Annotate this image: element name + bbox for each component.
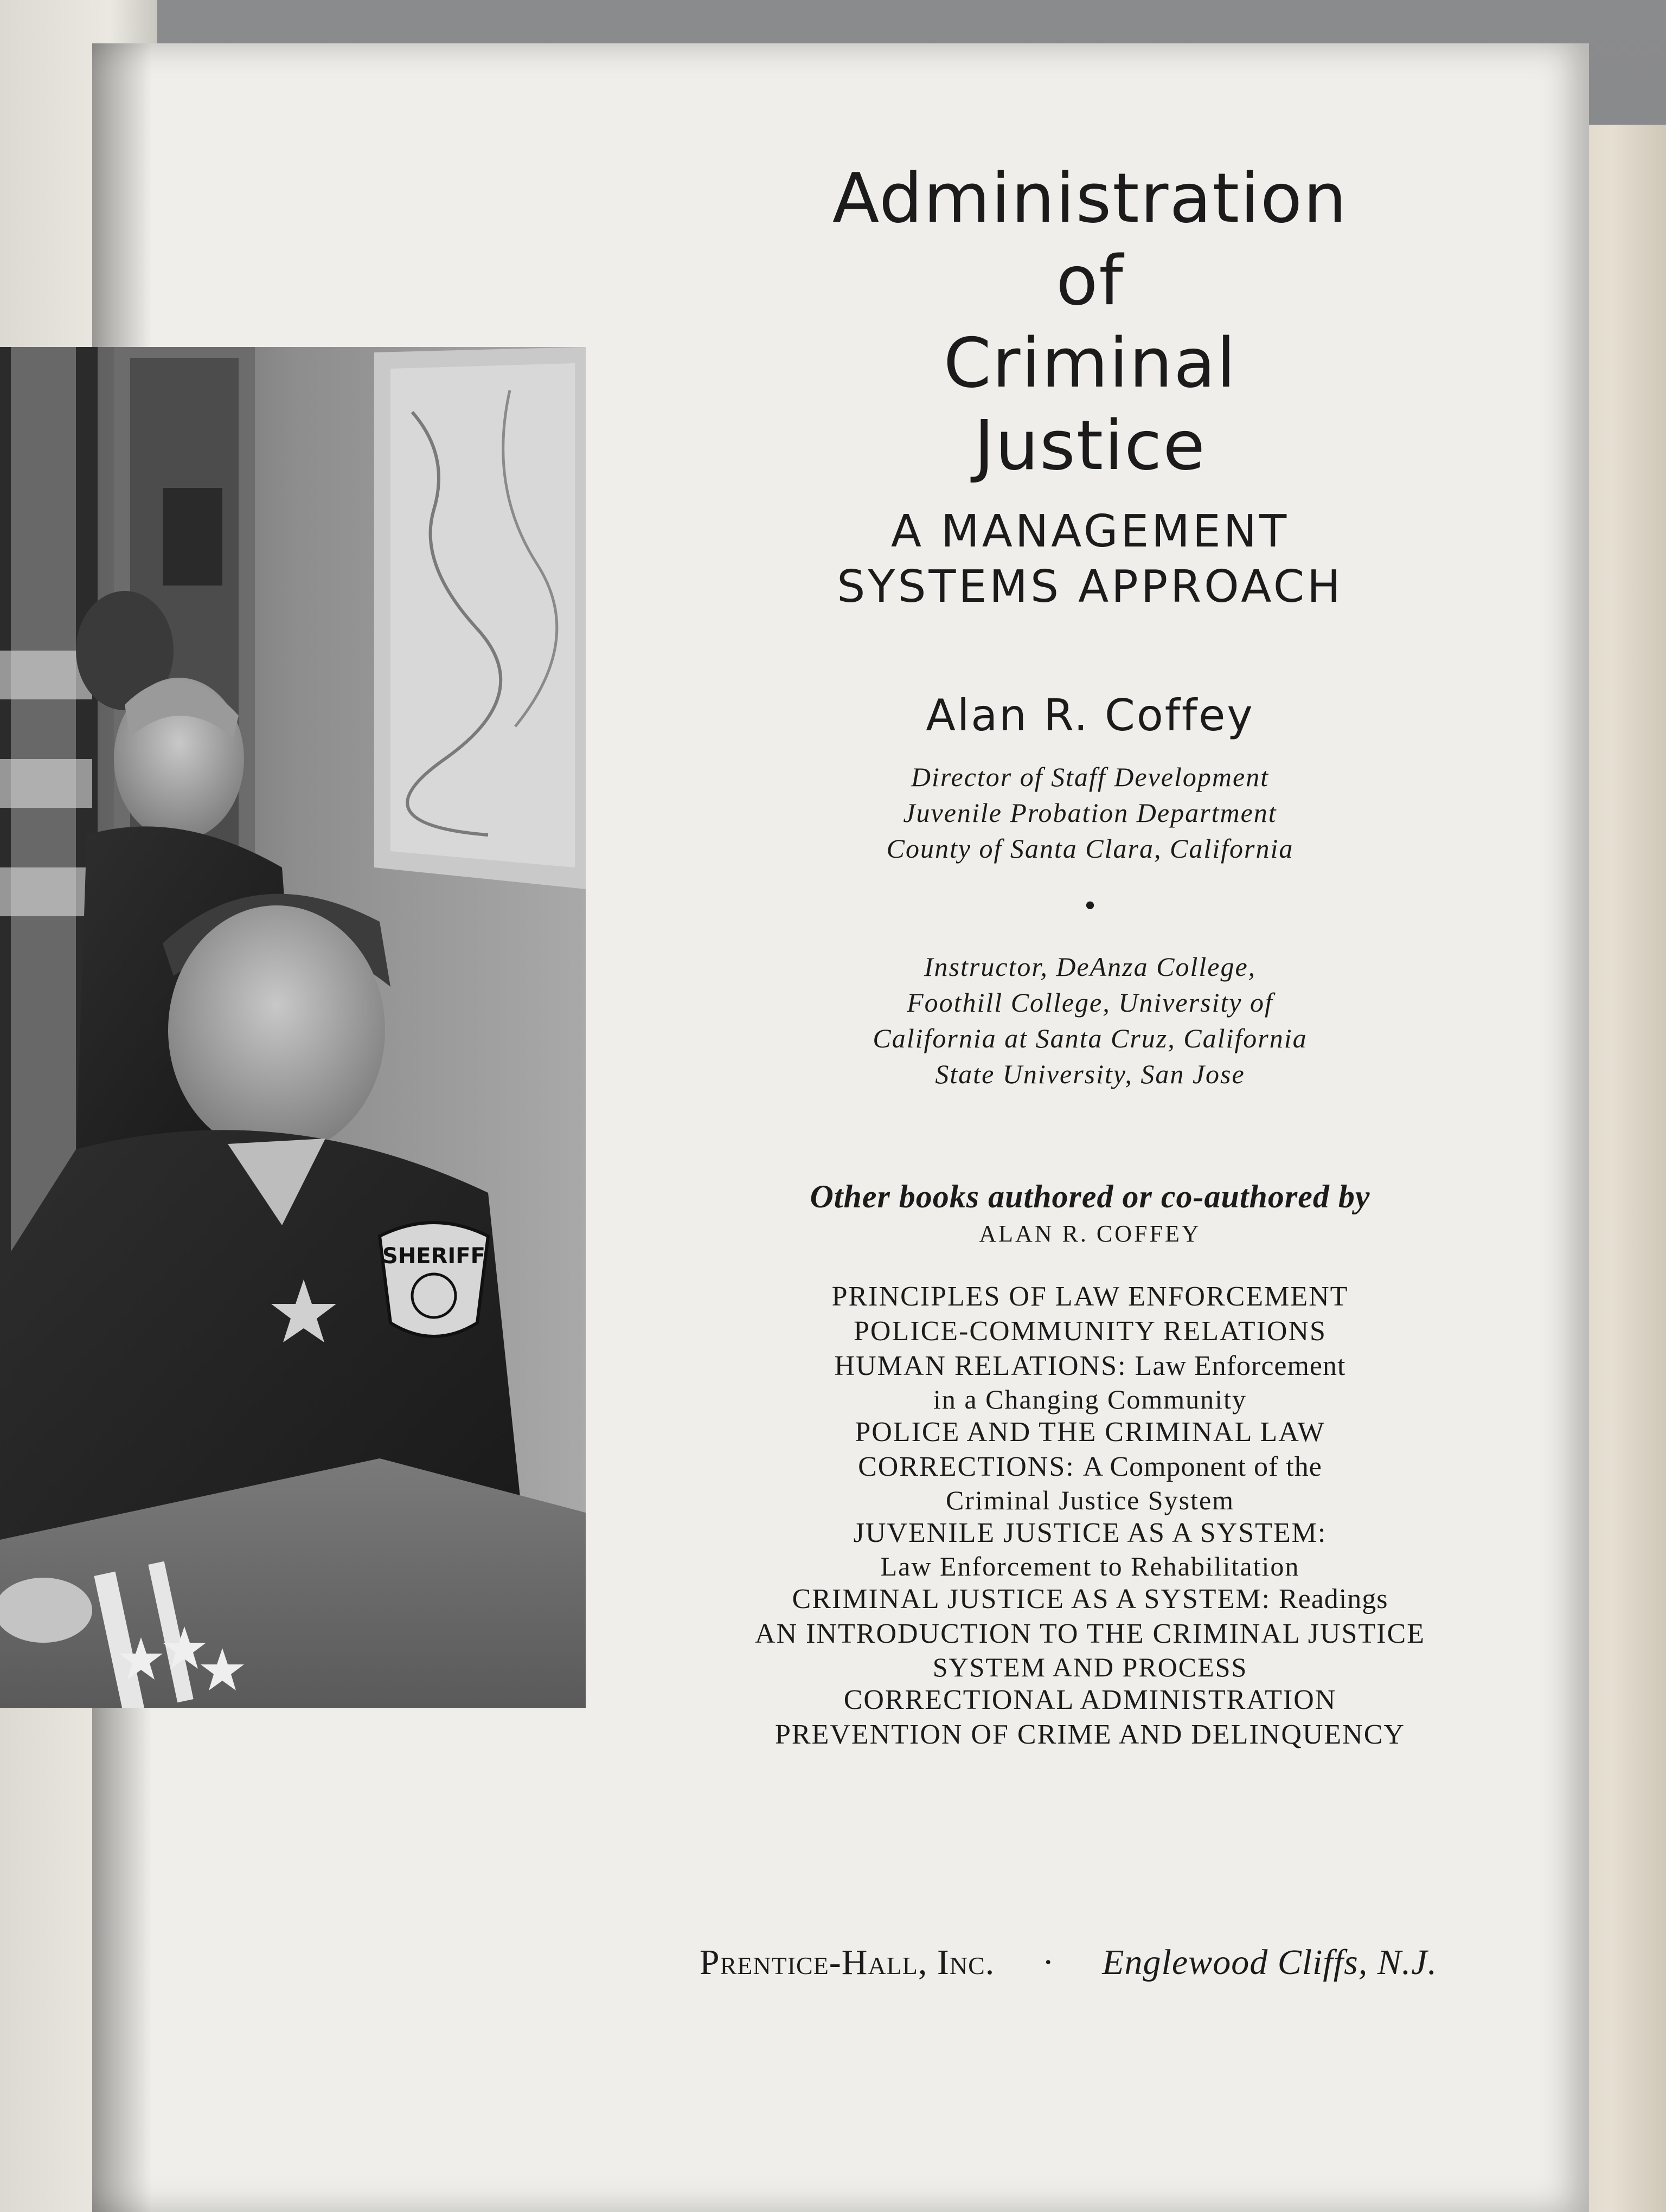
subtitle-line: A MANAGEMENT (890, 506, 1290, 557)
book-main-title: AN INTRODUCTION TO THE CRIMINAL JUSTICE (755, 1618, 1425, 1649)
book-title-item (586, 1683, 1594, 1718)
title-line: Criminal (943, 323, 1237, 403)
affiliation-line: State University, San Jose (935, 1059, 1245, 1089)
affiliation-line: Foothill College, University of (907, 987, 1273, 1018)
book-main-title: CORRECTIONS: (858, 1451, 1075, 1482)
book-main-title: PREVENTION OF CRIME AND DELINQUENCY (775, 1719, 1405, 1750)
book-title-item (586, 1349, 1594, 1415)
publisher-place: Englewood Cliffs, N.J. (1102, 1943, 1438, 1982)
book-title-item (586, 1718, 1594, 1752)
book-title-item (586, 1450, 1594, 1516)
author-affiliation-2 (586, 949, 1594, 1092)
sheriff-patch (380, 1223, 488, 1336)
book-title-item (586, 1582, 1594, 1617)
other-books-list (586, 1279, 1594, 1752)
subtitle-line: SYSTEMS APPROACH (837, 561, 1343, 613)
author-name: Alan R. Coffey (926, 690, 1254, 741)
book-title-item (586, 1314, 1594, 1349)
book-title-item (586, 1415, 1594, 1450)
publisher-separator: · (1042, 1943, 1055, 1982)
book-inline-subtitle: A Component of the (1082, 1451, 1322, 1482)
affiliation-line: Director of Staff Development (911, 762, 1270, 792)
frontispiece-photo (0, 347, 586, 1708)
other-books-author: ALAN R. COFFEY (979, 1220, 1201, 1247)
affiliation-line: Juvenile Probation Department (903, 798, 1277, 828)
affiliation-line: County of Santa Clara, California (886, 833, 1294, 864)
author-affiliation-1 (586, 759, 1594, 866)
book-title-item (586, 1617, 1594, 1683)
photo-illustration (0, 347, 586, 1708)
book-main-title: POLICE AND THE CRIMINAL LAW (855, 1417, 1325, 1448)
title-line: Administration (832, 158, 1348, 238)
book-subtitle: in a Changing Community (933, 1384, 1247, 1414)
book-inline-subtitle: Law Enforcement (1135, 1351, 1346, 1381)
other-books-heading: Other books authored or co-authored by (810, 1179, 1370, 1214)
publisher-line (542, 1941, 1594, 1984)
affiliation-line: Instructor, DeAnza College, (924, 951, 1257, 982)
book-main-title: JUVENILE JUSTICE AS A SYSTEM: (853, 1517, 1327, 1548)
title-line: Justice (974, 406, 1206, 485)
patch-text: SHERIFF (382, 1244, 485, 1269)
book-main-title: CRIMINAL JUSTICE AS A SYSTEM: (792, 1584, 1271, 1615)
book-main-title: HUMAN RELATIONS: (834, 1351, 1127, 1381)
book-main-title: PRINCIPLES OF LAW ENFORCEMENT (831, 1281, 1349, 1312)
separator-dot: • (1084, 888, 1096, 923)
publisher-name: Prentice-Hall, Inc. (699, 1943, 995, 1982)
book-title-item (586, 1279, 1594, 1314)
book-subtitle (586, 504, 1594, 615)
book-subtitle: Criminal Justice System (945, 1485, 1235, 1515)
book-title (586, 157, 1594, 487)
book-title-item (586, 1516, 1594, 1582)
title-line: of (1056, 241, 1124, 320)
book-subtitle: SYSTEM AND PROCESS (932, 1652, 1248, 1682)
book-subtitle: Law Enforcement to Rehabilitation (880, 1551, 1300, 1581)
affiliation-line: California at Santa Cruz, California (873, 1023, 1308, 1053)
book-inline-subtitle: Readings (1278, 1584, 1388, 1615)
book-main-title: POLICE-COMMUNITY RELATIONS (854, 1316, 1327, 1347)
book-main-title: CORRECTIONAL ADMINISTRATION (843, 1684, 1337, 1715)
